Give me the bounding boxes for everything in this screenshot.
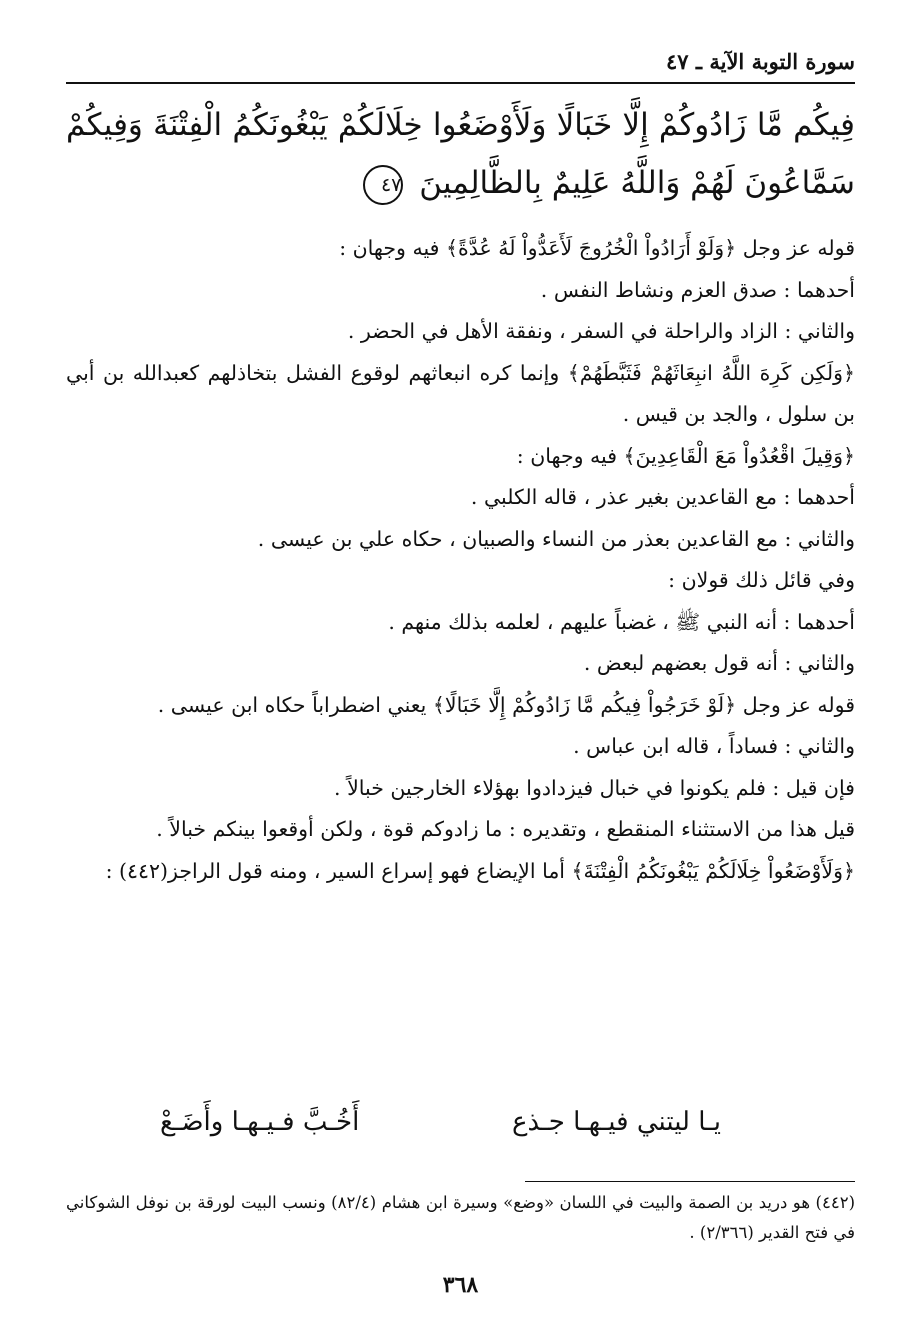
paragraph: والثاني : الزاد والراحلة في السفر ، ونفقة الأهل في الحضر .: [347, 319, 855, 343]
paragraph: ﴿وَلَأَوْضَعُواْ خِلَالَكُمْ يَبْغُونَكُمُ الْفِتْنَةَ﴾ أما الإيضاع فهو إسراع السير ، ومنه قول الراجز(٤٤٢) :: [105, 858, 855, 883]
paragraph: قوله عز وجل ﴿لَوْ خَرَجُواْ فِيكُم مَّا زَادُوكُمْ إِلَّا خَبَالًا﴾ يعني اضطراباً حكاه ابن عيسى .: [157, 692, 855, 717]
quran-verse-block: [66, 96, 855, 212]
paragraph: قيل هذا من الاستثناء المنقطع ، وتقديره : ما زادوكم قوة ، ولكن أوقعوا بينكم خبالاً .: [156, 817, 855, 841]
paragraph: والثاني : أنه قول بعضهم لبعض .: [583, 651, 855, 675]
poem-hemistich-first: يـا ليتني فيـهـا جـذع: [512, 1107, 721, 1137]
paragraph: قوله عز وجل ﴿وَلَوْ أَرَادُواْ الْخُرُوجَ لَأَعَدُّواْ لَهُ عُدَّةً﴾ فيه وجهان :: [339, 236, 855, 260]
poem-hemistich-second: أَخُـبَّ فـيـهـا وأَضَـعْ: [160, 1107, 360, 1137]
paragraph: والثاني : فساداً ، قاله ابن عباس .: [573, 734, 855, 758]
paragraph: أحدهما : مع القاعدين بغير عذر ، قاله الكلبي .: [470, 485, 855, 509]
paragraph: أحدهما : أنه النبي ﷺ ، غضباً عليهم ، لعلمه بذلك منهم .: [388, 609, 855, 634]
poem-verse: [160, 1100, 721, 1144]
footnote-divider: [525, 1181, 855, 1182]
footnote-442: (٤٤٢) هو دريد بن الصمة والبيت في اللسان «وضع» وسيرة ابن هشام (٨٢/٤) ونسب البيت لورقة بن نوفل الشوكاني في فتح القدير (٢/٣٦٦) .: [66, 1193, 855, 1242]
paragraph: ﴿وَلَكِن كَرِهَ اللَّهُ انبِعَاثَهُمْ فَثَبَّطَهُمْ﴾ وإنما كره انبعاثهم لوقوع الفشل بتخاذلهم كعبدالله بن أبي بن سلول ، والجد بن قيس .: [66, 360, 855, 426]
paragraph: أحدهما : صدق العزم ونشاط النفس .: [540, 277, 855, 302]
footnotes: [66, 1188, 855, 1248]
paragraph: ﴿وَقِيلَ اقْعُدُواْ مَعَ الْقَاعِدِينَ﴾ فيه وجهان :: [516, 443, 855, 468]
paragraph: والثاني : مع القاعدين بعذر من النساء والصبيان ، حكاه علي بن عيسى .: [257, 526, 855, 551]
verse-text: فِيكُم مَّا زَادُوكُمْ إِلَّا خَبَالًا وَلَأَوْضَعُوا خِلَالَكُمْ يَبْغُونَكُمُ الْفِتْنَةَ وَفِيكُمْ سَمَّاعُونَ لَهُمْ وَاللَّهُ عَلِيمٌ بِالظَّالِمِينَ: [66, 107, 855, 201]
ayah-number-marker: ٤٧: [363, 165, 403, 205]
running-header: [66, 44, 855, 84]
page-number: ٣٦٨: [442, 1272, 479, 1298]
paragraph: فإن قيل : فلم يكونوا في خبال فيزدادوا بهؤلاء الخارجين خبالاً .: [334, 775, 855, 800]
commentary-body: [66, 228, 855, 892]
surah-title: سورة التوبة الآية ـ ٤٧: [666, 49, 855, 74]
paragraph: وفي قائل ذلك قولان :: [668, 568, 855, 592]
